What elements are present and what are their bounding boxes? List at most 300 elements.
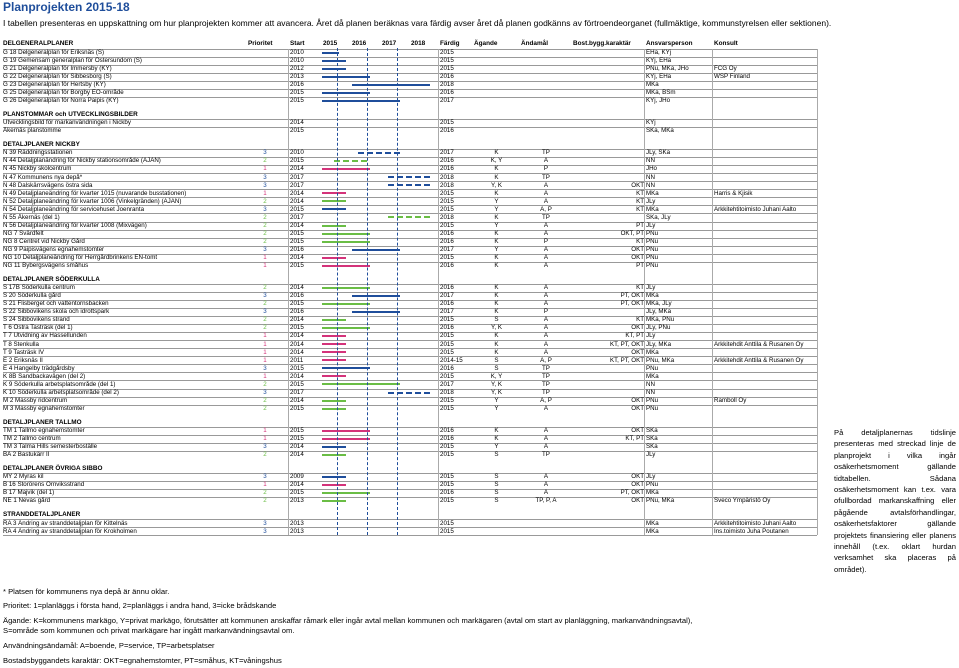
cell-name: NG 7 Svärdfelt (3, 229, 44, 237)
cell-p: 1 (263, 262, 267, 270)
cell-start: 2015 (290, 427, 304, 434)
year-divider (397, 48, 398, 535)
cell-start: 2015 (290, 324, 304, 332)
timeline-bar (322, 492, 370, 494)
cell-name: RA 3 Ändring av stranddetaljplan för Kittelnäs (3, 519, 128, 527)
cell-p: 1 (263, 356, 267, 364)
cell-p: 3 (263, 388, 267, 396)
cell-name: NE 1 Nevas gård (3, 497, 51, 505)
cell-purpose: A (543, 324, 549, 332)
cell-resp: PNu (646, 396, 659, 404)
cell-resp: SKa (646, 443, 658, 451)
cell-done: 2016 (440, 89, 454, 97)
cell-resp: MKa, JLy (646, 300, 672, 308)
section-title: PLANSTOMMAR och UTVECKLINGSBILDER (3, 110, 138, 118)
cell-name: NG 9 Paipisvägens egnahemstomter (3, 245, 105, 253)
cell-purpose: A (543, 443, 549, 451)
cell-owner: Y (494, 221, 499, 229)
header-owner: Ägande (474, 40, 498, 47)
cell-bygg: PT, OKT (620, 292, 644, 300)
cell-owner: K (494, 173, 499, 181)
cell-p: 3 (263, 527, 267, 535)
cell-bygg: KT, PT, OKT (609, 340, 644, 348)
cell-owner: K, Y (490, 157, 503, 165)
cell-start: 2015 (290, 364, 304, 372)
cell-owner: Y (494, 396, 499, 404)
timeline-bar (322, 400, 346, 402)
cell-done: 2015 (440, 497, 454, 505)
cell-purpose: TP (542, 364, 550, 372)
cell-done: 2018 (440, 181, 454, 189)
cell-bygg: KT (636, 237, 644, 245)
year-divider (337, 48, 338, 535)
cell-start: 2012 (290, 64, 304, 72)
cell-p: 3 (263, 364, 267, 372)
timeline-bar (322, 446, 346, 448)
cell-name: M 2 Massby ridcentrum (3, 396, 68, 404)
cell-resp: PNu (646, 229, 659, 237)
cell-consult: Ramboll Oy (714, 396, 747, 404)
cell-resp: PNu (646, 237, 659, 245)
cell-p: 2 (263, 316, 267, 324)
cell-owner: K (494, 300, 499, 308)
cell-purpose: A (543, 197, 549, 205)
cell-purpose: TP (542, 451, 550, 459)
cell-p: 3 (263, 149, 267, 157)
cell-owner: S (494, 451, 499, 459)
cell-name: G 18 Delgeneralplan för Eriksnäs (S) (3, 48, 105, 56)
footnote: Ägande: K=kommunens markägo, Y=privat markägo, förutsätter att kommunen anskaffar råmark eller ingår avtal mellan kommunen och markägaren (avtal om start av planläggning, markanvändningsavtal), (3, 616, 693, 625)
cell-resp: JLy (646, 473, 656, 481)
cell-bygg: PT (636, 262, 644, 270)
cell-resp: MKa (646, 489, 659, 497)
cell-name: S 21 Flisberget och vattentornsbacken (3, 300, 109, 308)
cell-p: 2 (263, 237, 267, 245)
cell-purpose: A (543, 245, 549, 253)
cell-p: 3 (263, 173, 267, 181)
timeline-bar (358, 152, 400, 154)
cell-start: 2015 (290, 404, 304, 412)
cell-resp: PNu (646, 245, 659, 253)
cell-name: S 17B Söderkulla centrum (3, 284, 75, 292)
cell-name: S 20 Söderkulla gård (3, 292, 61, 300)
cell-done: 2015 (440, 473, 454, 481)
cell-owner: K (494, 165, 499, 173)
timeline-bar (322, 484, 346, 486)
cell-name: N 44 Detaljplanändring för Nickby stationsområde (AJAN) (3, 157, 161, 165)
cell-owner: Y, K (491, 380, 502, 388)
cell-resp: JLy (646, 221, 656, 229)
cell-consult: Ins.toimisto Juha Poutanen (714, 527, 789, 535)
cell-resp: PNu, MKa (646, 356, 675, 364)
cell-resp: MKa (646, 527, 659, 535)
cell-start: 2017 (290, 388, 304, 396)
cell-done: 2017 (440, 149, 454, 157)
cell-done: 2018 (440, 81, 454, 88)
timeline-bar (388, 216, 430, 218)
cell-done: 2015 (440, 64, 454, 72)
footnote: Prioritet: 1=planläggs i första hand, 2=planläggs i andra hand, 3=icke brådskande (3, 601, 277, 610)
cell-name: BA 2 Bastukärr II (3, 451, 50, 459)
cell-name: TM 2 Tallmo centrum (3, 435, 61, 443)
side-note: På detaljplanernas tidslinje presenteras med streckad linje de planprojekt i vilka ingår osäkerhetsmoment gällande tidtabellen. Sådana osäkerhetsmoment kan t.ex. vara ofullbordad markanskaffning eller pågående avtalsförhandlingar, osäkerhetsfaktorer gällande projektets finansiering eller planens innehåll (t.ex. oklart hurdan verksamhet ska placeras på området). (834, 428, 956, 574)
cell-consult: Arkkitehtitoimisto Juhani Aalto (714, 519, 797, 527)
cell-resp: MKa (646, 348, 659, 356)
cell-bygg: KT, PT, OKT (609, 356, 644, 364)
cell-resp: NN (646, 157, 655, 165)
cell-name: N 48 Dalskärrsvägens östra sida (3, 181, 93, 189)
timeline-bar (322, 327, 370, 329)
cell-resp: PNu, MKa, JHo (646, 64, 689, 72)
cell-p: 2 (263, 300, 267, 308)
cell-done: 2017 (440, 245, 454, 253)
cell-name: N 54 Detaljplaneändring för servicehuset Joenranta (3, 205, 145, 213)
cell-resp: JLy (646, 284, 656, 292)
header-y2016: 2016 (352, 40, 367, 47)
cell-name: K 8B Sandbackavägen (del 2) (3, 372, 86, 380)
cell-done: 2016 (440, 237, 454, 245)
cell-done: 2015 (440, 519, 454, 527)
cell-name: E 2 Eriksnäs II (3, 356, 43, 364)
cell-start: 2014 (290, 348, 304, 356)
cell-start: 2017 (290, 181, 304, 189)
cell-start: 2015 (290, 300, 304, 308)
cell-bygg: OKT (631, 245, 644, 253)
cell-name: B 17 Majvik (del 1) (3, 489, 55, 497)
cell-p: 2 (263, 213, 267, 221)
timeline-bar (322, 200, 346, 202)
cell-owner: K (494, 292, 499, 300)
cell-done: 2016 (440, 229, 454, 237)
cell-bygg: PT, OKT (620, 489, 644, 497)
timeline-bar (322, 359, 346, 361)
cell-done: 2016 (440, 300, 454, 308)
cell-name: N 55 Åkernäs (del 1) (3, 213, 60, 221)
cell-purpose: TP (542, 372, 550, 380)
cell-consult: WSP Finland (714, 72, 750, 80)
header-y2015: 2015 (323, 40, 338, 47)
cell-name: N 45 Nickby skolcentrum (3, 165, 72, 173)
timeline-bar (322, 335, 346, 337)
cell-bygg: OKT (631, 427, 644, 434)
cell-p: 2 (263, 489, 267, 497)
cell-done: 2015 (440, 396, 454, 404)
cell-start: 2016 (290, 308, 304, 316)
cell-done: 2016 (440, 72, 454, 80)
cell-purpose: A (543, 427, 549, 434)
cell-resp: JLy, SKa (646, 149, 671, 157)
timeline-bar (322, 168, 370, 170)
cell-bygg: OKT (631, 254, 644, 261)
cell-p: 2 (263, 221, 267, 229)
cell-p: 2 (263, 284, 267, 292)
timeline-bar (322, 208, 346, 210)
cell-p: 3 (263, 308, 267, 316)
cell-purpose: TP (542, 149, 550, 157)
cell-resp: JLy, PNu (646, 324, 671, 332)
timeline-bar (322, 76, 370, 78)
cell-start: 2015 (290, 127, 304, 135)
cell-start: 2013 (290, 497, 304, 505)
cell-p: 1 (263, 481, 267, 489)
timeline-bar (322, 351, 346, 353)
cell-resp: MKa (646, 372, 659, 380)
cell-start: 2014 (290, 372, 304, 380)
cell-start: 2015 (290, 435, 304, 443)
cell-start: 2015 (290, 97, 304, 105)
header-name: DELGENERALPLANER (3, 40, 74, 47)
cell-done: 2015 (440, 404, 454, 412)
cell-name: MY 2 Myras kil (3, 473, 44, 481)
section-title: STRANDDETALJPLANER (3, 511, 81, 519)
cell-owner: Y (494, 197, 499, 205)
cell-bygg: KT, PT (625, 332, 644, 340)
header-start: Start (290, 40, 305, 47)
cell-resp: KYj, EHa (646, 72, 672, 80)
cell-name: T 9 Tasträsk IV (3, 348, 45, 356)
cell-owner: K (494, 427, 499, 434)
cell-name: G 26 Delgeneralplan för Norra Paipis (KY) (3, 97, 119, 105)
cell-start: 2015 (290, 237, 304, 245)
cell-start: 2011 (290, 356, 304, 364)
cell-start: 2010 (290, 56, 304, 64)
cell-resp: KYj, JHo (646, 97, 671, 105)
cell-name: N 47 Kommunens nya depå* (3, 173, 83, 181)
cell-start: 2015 (290, 380, 304, 388)
timeline-bar (322, 438, 370, 440)
cell-done: 2015 (440, 221, 454, 229)
cell-done: 2015 (440, 348, 454, 356)
header-resp: Ansvarsperson (646, 40, 693, 47)
cell-resp: MKa, BSm (646, 89, 676, 97)
cell-resp: SKa, JLy (646, 213, 671, 221)
cell-start: 2014 (290, 165, 304, 173)
cell-name: NG 10 Detaljplaneändring för Herrgårdbrinkens EN-tomt (3, 254, 158, 261)
cell-done: 2016 (440, 262, 454, 270)
cell-bygg: OKT (631, 396, 644, 404)
cell-purpose: A (543, 489, 549, 497)
cell-resp: NN (646, 173, 655, 181)
cell-name: K 9 Söderkulla arbetsplatsområde (del 1) (3, 380, 116, 388)
cell-p: 2 (263, 197, 267, 205)
cell-purpose: A (543, 348, 549, 356)
timeline-bar (388, 184, 430, 186)
cell-start: 2016 (290, 292, 304, 300)
cell-start: 2014 (290, 332, 304, 340)
cell-owner: K, Y (490, 372, 503, 380)
cell-name: NG 11 Bybergsvägens småhus (3, 262, 89, 270)
cell-name: TM 1 Tallmo egnahemstomter (3, 427, 85, 434)
cell-resp: MKa (646, 205, 659, 213)
year-divider (367, 48, 368, 535)
cell-name: S 24 Sibbovikens strand (3, 316, 70, 324)
cell-p: 1 (263, 254, 267, 261)
cell-purpose: A (543, 332, 549, 340)
timeline-bar (352, 311, 400, 313)
cell-consult: FCG Oy (714, 64, 737, 72)
footnote: S=område som kommunen och privat markägare har ingått markanvändningsavtal om. (3, 626, 295, 635)
cell-name: G 19 Gemensam generalplan för Östersundom (S) (3, 56, 142, 64)
cell-done: 2016 (440, 435, 454, 443)
row-divider (3, 535, 817, 536)
cell-owner: K (494, 237, 499, 245)
header-y2017: 2017 (382, 40, 397, 47)
cell-start: 2014 (290, 451, 304, 459)
cell-purpose: TP (542, 213, 550, 221)
cell-bygg: KT (636, 284, 644, 292)
header-purpose: Ändamål (521, 40, 548, 47)
cell-done: 2018 (440, 173, 454, 181)
cell-owner: Y, K (491, 181, 502, 189)
cell-owner: S (494, 481, 499, 489)
cell-start: 2014 (290, 189, 304, 197)
cell-consult: Sveco Ympäristö Oy (714, 497, 771, 505)
cell-resp: PNu, MKa (646, 497, 675, 505)
cell-owner: K (494, 308, 499, 316)
cell-purpose: A (543, 157, 549, 165)
cell-start: 2014 (290, 254, 304, 261)
cell-resp: JLy, MKa (646, 340, 672, 348)
timeline-bar (322, 265, 370, 267)
cell-name: Utvecklingsbild för markanvändningen i Nickby (3, 119, 131, 127)
intro-text: I tabellen presenteras en uppskattning om hur planprojekten kommer att avancera. Året då planen beräknas vara färdig avser året då planen godkänns av förtroendeorganet (fullmäktige, kommunstyrelsen eller sektionen). (3, 18, 832, 28)
cell-name: G 23 Delgeneralplan för Hertsby (KY) (3, 81, 106, 88)
cell-purpose: A (543, 340, 549, 348)
cell-name: K 10 Söderkulla arbetsplatsområde (del 2) (3, 388, 119, 396)
cell-owner: Y, K (491, 388, 502, 396)
column-divider (438, 49, 439, 536)
cell-p: 2 (263, 497, 267, 505)
header-priority: Prioritet (248, 40, 273, 47)
timeline-bar (322, 68, 346, 70)
cell-name: NG 8 Centret vid Nickby Gård (3, 237, 85, 245)
cell-p: 1 (263, 348, 267, 356)
timeline-bar (322, 408, 346, 410)
cell-owner: K (494, 284, 499, 292)
cell-bygg: OKT (631, 473, 644, 481)
cell-start: 2017 (290, 213, 304, 221)
cell-done: 2016 (440, 427, 454, 434)
cell-consult: Arkkitehtitoimisto Juhani Aalto (714, 205, 797, 213)
cell-name: G 25 Delgeneralplan för Borgby EO-område (3, 89, 124, 97)
cell-purpose: A, P (540, 205, 552, 213)
cell-resp: KYj, EHa (646, 56, 672, 64)
cell-start: 2015 (290, 262, 304, 270)
cell-purpose: P (543, 237, 549, 245)
cell-done: 2015 (440, 443, 454, 451)
cell-resp: SKa, MKa (646, 127, 674, 135)
cell-resp: JLy (646, 451, 656, 459)
cell-bygg: PT, OKT (620, 300, 644, 308)
timeline-bar (352, 249, 400, 251)
cell-name: G 22 Delgeneralplan för Sibbesborg (S) (3, 72, 112, 80)
cell-owner: S (494, 473, 499, 481)
footnote: Användningsändamål: A=boende, P=service, TP=arbetsplatser (3, 641, 215, 650)
cell-done: 2016 (440, 364, 454, 372)
cell-p: 1 (263, 340, 267, 348)
cell-name: S 22 Sibbovikens skola och idrottspark (3, 308, 110, 316)
cell-resp: PNu (646, 364, 659, 372)
timeline-bar (352, 84, 430, 86)
cell-purpose: A (543, 300, 549, 308)
cell-start: 2015 (290, 229, 304, 237)
cell-resp: PNu (646, 262, 659, 270)
cell-start: 2013 (290, 527, 304, 535)
column-divider (817, 49, 818, 536)
cell-done: 2015 (440, 56, 454, 64)
cell-done: 2015 (440, 340, 454, 348)
cell-owner: S (494, 497, 499, 505)
timeline-bar (322, 343, 346, 345)
cell-done: 2018 (440, 388, 454, 396)
cell-done: 2017 (440, 308, 454, 316)
cell-resp: MKa (646, 189, 659, 197)
cell-p: 3 (263, 519, 267, 527)
cell-resp: JLy (646, 332, 656, 340)
cell-resp: NN (646, 388, 655, 396)
cell-done: 2016 (440, 165, 454, 173)
cell-consult: Arkkitehdit Anttila & Rusanen Oy (714, 340, 804, 348)
cell-name: B 16 Storörens Örnviksstrand (3, 481, 85, 489)
cell-purpose: P (543, 308, 549, 316)
cell-purpose: TP (542, 173, 550, 181)
timeline-bar (322, 100, 400, 102)
cell-owner: K (494, 262, 499, 270)
cell-start: 2014 (290, 119, 304, 127)
cell-start: 2015 (290, 89, 304, 97)
cell-purpose: P (543, 165, 549, 173)
cell-p: 3 (263, 245, 267, 253)
cell-owner: Y, K (491, 324, 502, 332)
timeline-bar (322, 454, 346, 456)
cell-purpose: A (543, 473, 549, 481)
cell-p: 2 (263, 404, 267, 412)
cell-done: 2015 (440, 189, 454, 197)
timeline-bar (388, 176, 430, 178)
cell-owner: S (494, 316, 499, 324)
cell-owner: K (494, 213, 499, 221)
timeline-bar (322, 233, 370, 235)
cell-purpose: A (543, 262, 549, 270)
header-bygg: Bost.bygg.karaktär (573, 40, 631, 47)
timeline-bar (322, 303, 370, 305)
cell-done: 2016 (440, 157, 454, 165)
cell-owner: K (494, 435, 499, 443)
cell-start: 2015 (290, 157, 304, 165)
cell-purpose: TP (542, 388, 550, 396)
cell-resp: PNu (646, 404, 659, 412)
page-title: Planprojekten 2015-18 (3, 0, 130, 14)
cell-done: 2015 (440, 254, 454, 261)
cell-resp: SKa (646, 435, 658, 443)
cell-purpose: A (543, 435, 549, 443)
cell-resp: MKa (646, 292, 659, 300)
cell-done: 2015 (440, 481, 454, 489)
cell-done: 2015 (440, 332, 454, 340)
cell-p: 1 (263, 372, 267, 380)
header-done: Färdig (440, 40, 460, 47)
cell-name: G 21 Delgeneralplan för Immersby (KY) (3, 64, 112, 72)
cell-done: 2016 (440, 284, 454, 292)
cell-done: 2015 (440, 205, 454, 213)
cell-name: N 52 Detaljplaneändring för kvarter 1006 (Vinkelgränden) (AJAN) (3, 197, 182, 205)
cell-resp: JLy (646, 197, 656, 205)
cell-resp: MKa (646, 81, 659, 88)
cell-done: 2015 (440, 372, 454, 380)
cell-resp: SKa (646, 427, 658, 434)
cell-resp: KYj (646, 119, 656, 127)
cell-purpose: A (543, 292, 549, 300)
